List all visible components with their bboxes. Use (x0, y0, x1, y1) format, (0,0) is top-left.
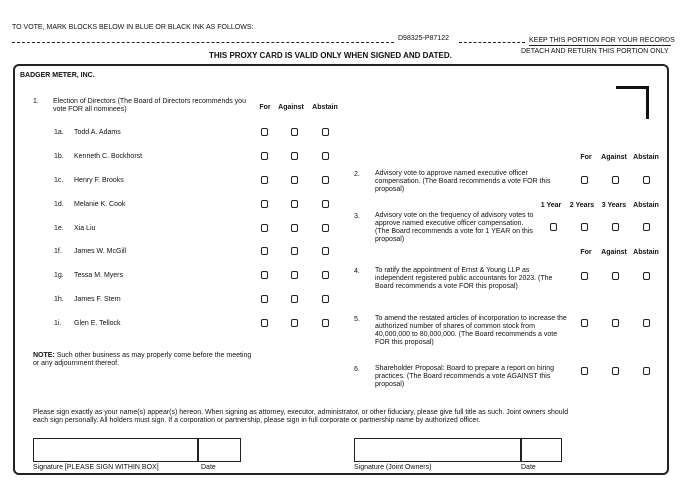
checkbox-1h-abstain[interactable] (322, 295, 329, 303)
checkbox-1g-abstain[interactable] (322, 271, 329, 279)
item2-text: Advisory vote to approve named executive officer compensation. (The Board recommends a vote FOR this proposal) (375, 170, 551, 193)
hdr-against: Against (601, 154, 627, 161)
checkbox-1g-against[interactable] (291, 271, 298, 279)
nominee-number: 1d. (54, 201, 64, 208)
item5-number: 5. (354, 316, 360, 323)
checkbox-1f-against[interactable] (291, 247, 298, 255)
nominee-name: Melanie K. Cook (74, 201, 126, 208)
item4-number: 4. (354, 268, 360, 275)
nominee-number: 1h. (54, 296, 64, 303)
item6-text: Shareholder Proposal: Board to prepare a report on hiring practices. (The Board recommends a vote AGAINST this proposal) (375, 365, 554, 388)
checkbox-1f-for[interactable] (261, 247, 268, 255)
checkbox-5-against[interactable] (612, 319, 619, 327)
checkbox-1e-for[interactable] (261, 224, 268, 232)
company-name: BADGER METER, INC. (20, 72, 95, 79)
nominee-name: Henry F. Brooks (74, 177, 124, 184)
signature-box-joint[interactable] (354, 438, 521, 462)
keep-portion-text: KEEP THIS PORTION FOR YOUR RECORDS (529, 37, 675, 44)
nominee-name: James W. McGill (74, 248, 127, 255)
col-header-against: Against (278, 104, 304, 111)
nominee-name: James F. Stern (74, 296, 121, 303)
date-box-2[interactable] (521, 438, 562, 462)
item3-text: Advisory vote on the frequency of advisory votes to approve named executive officer compensation. (The Board recommends a vote for 1 YEAR on this proposal) (375, 212, 534, 243)
nominee-number: 1f. (54, 248, 62, 255)
item1-text: Election of Directors (The Board of Directors recommends you vote FOR all nominees) (53, 98, 246, 113)
checkbox-1f-abstain[interactable] (322, 247, 329, 255)
checkbox-1e-against[interactable] (291, 224, 298, 232)
col-header-abstain: Abstain (312, 104, 338, 111)
checkbox-3-abstain[interactable] (643, 223, 650, 231)
note (33, 352, 253, 368)
signing-instructions: Please sign exactly as your name(s) appear(s) hereon. When signing as attorney, executor, administrator, or other fiduciary, please give full title as such. Joint owners should each sign personally. All holders must sign. If a corporation or partnership, please sign in full corporate or partnership name by authorized officer. (33, 409, 569, 424)
checkbox-1h-for[interactable] (261, 295, 268, 303)
item2-number: 2. (354, 171, 360, 178)
vote-instructions: TO VOTE, MARK BLOCKS BELOW IN BLUE OR BLACK INK AS FOLLOWS: (12, 24, 254, 31)
nominee-name: Glen E. Tellock (74, 320, 121, 327)
date-label-1: Date (201, 464, 216, 471)
checkbox-5-abstain[interactable] (643, 319, 650, 327)
keep-portion-rule (529, 45, 671, 46)
nominee-name: Kenneth C. Bockhorst (74, 153, 143, 160)
item1-number: 1. (33, 98, 39, 105)
control-code: D98325-P87122 (398, 35, 449, 42)
date-label-2: Date (521, 464, 536, 471)
col-header-for: For (259, 104, 271, 111)
signature-label-joint: Signature (Joint Owners) (354, 464, 432, 471)
checkbox-4-against[interactable] (612, 272, 619, 280)
nominee-number: 1i. (54, 320, 62, 327)
checkbox-1g-for[interactable] (261, 271, 268, 279)
item4-text: To ratify the appointment of Ernst & Young LLP as independent registered public accountants for 2023. (The Board recommends a vote FOR this proposal) (375, 267, 553, 290)
nominee-name: Todd A. Adams (74, 129, 121, 136)
checkbox-2-abstain[interactable] (643, 176, 650, 184)
signature-box-1[interactable] (33, 438, 198, 462)
nominee-name: Xia Liu (74, 225, 96, 232)
hdr-for: For (580, 154, 592, 161)
checkbox-4-abstain[interactable] (643, 272, 650, 280)
checkbox-1b-against[interactable] (291, 152, 298, 160)
checkbox-1i-against[interactable] (291, 319, 298, 327)
registration-mark (616, 86, 649, 119)
hdr-abstain: Abstain (633, 154, 659, 161)
checkbox-2-against[interactable] (612, 176, 619, 184)
checkbox-1c-for[interactable] (261, 176, 268, 184)
detach-line-mid (459, 42, 525, 43)
item6-number: 6. (354, 366, 360, 373)
checkbox-1d-for[interactable] (261, 200, 268, 208)
signature-label-1: Signature [PLEASE SIGN WITHIN BOX] (33, 464, 159, 471)
checkbox-1d-against[interactable] (291, 200, 298, 208)
hdr-abstain-frequency: Abstain (633, 202, 659, 209)
nominee-number: 1e. (54, 225, 64, 232)
checkbox-1d-abstain[interactable] (322, 200, 329, 208)
detach-portion-text: DETACH AND RETURN THIS PORTION ONLY (521, 48, 669, 55)
checkbox-1a-abstain[interactable] (322, 128, 329, 136)
nominee-number: 1b. (54, 153, 64, 160)
checkbox-1b-for[interactable] (261, 152, 268, 160)
checkbox-1a-for[interactable] (261, 128, 268, 136)
checkbox-6-against[interactable] (612, 367, 619, 375)
hdr-against-2: Against (601, 249, 627, 256)
checkbox-6-abstain[interactable] (643, 367, 650, 375)
checkbox-2-for[interactable] (581, 176, 588, 184)
checkbox-6-for[interactable] (581, 367, 588, 375)
checkbox-1c-abstain[interactable] (322, 176, 329, 184)
hdr-for-2: For (580, 249, 592, 256)
nominee-name: Tessa M. Myers (74, 272, 124, 279)
checkbox-1b-abstain[interactable] (322, 152, 329, 160)
checkbox-1e-abstain[interactable] (322, 224, 329, 232)
valid-notice: THIS PROXY CARD IS VALID ONLY WHEN SIGNED AND DATED. (209, 51, 452, 60)
detach-line-left (12, 42, 394, 43)
hdr-1-year: 1 Year (540, 202, 562, 209)
checkbox-1c-against[interactable] (291, 176, 298, 184)
checkbox-5-for[interactable] (581, 319, 588, 327)
checkbox-1h-against[interactable] (291, 295, 298, 303)
checkbox-3-2-years[interactable] (581, 223, 588, 231)
checkbox-4-for[interactable] (581, 272, 588, 280)
nominee-number: 1c. (54, 177, 64, 184)
note-label: NOTE: (33, 352, 55, 359)
nominee-number: 1a. (54, 129, 64, 136)
checkbox-3-3-years[interactable] (612, 223, 619, 231)
hdr-abstain-2: Abstain (633, 249, 659, 256)
nominee-number: 1g. (54, 272, 64, 279)
checkbox-1i-abstain[interactable] (322, 319, 329, 327)
checkbox-3-1-year[interactable] (550, 223, 557, 231)
item3-number: 3. (354, 213, 360, 220)
checkbox-1i-for[interactable] (261, 319, 268, 327)
hdr-2-years: 2 Years (569, 202, 595, 209)
checkbox-1a-against[interactable] (291, 128, 298, 136)
date-box-1[interactable] (198, 438, 241, 462)
item5-text: To amend the restated articles of incorporation to increase the authorized number of shares of common stock from 40,000,000 to 80,000,000. (The Board recommends a vote FOR this proposal) (375, 315, 567, 346)
note-text: Such other business as may properly come before the meeting or any adjournment thereof. (33, 352, 252, 367)
hdr-3-years: 3 Years (601, 202, 627, 209)
